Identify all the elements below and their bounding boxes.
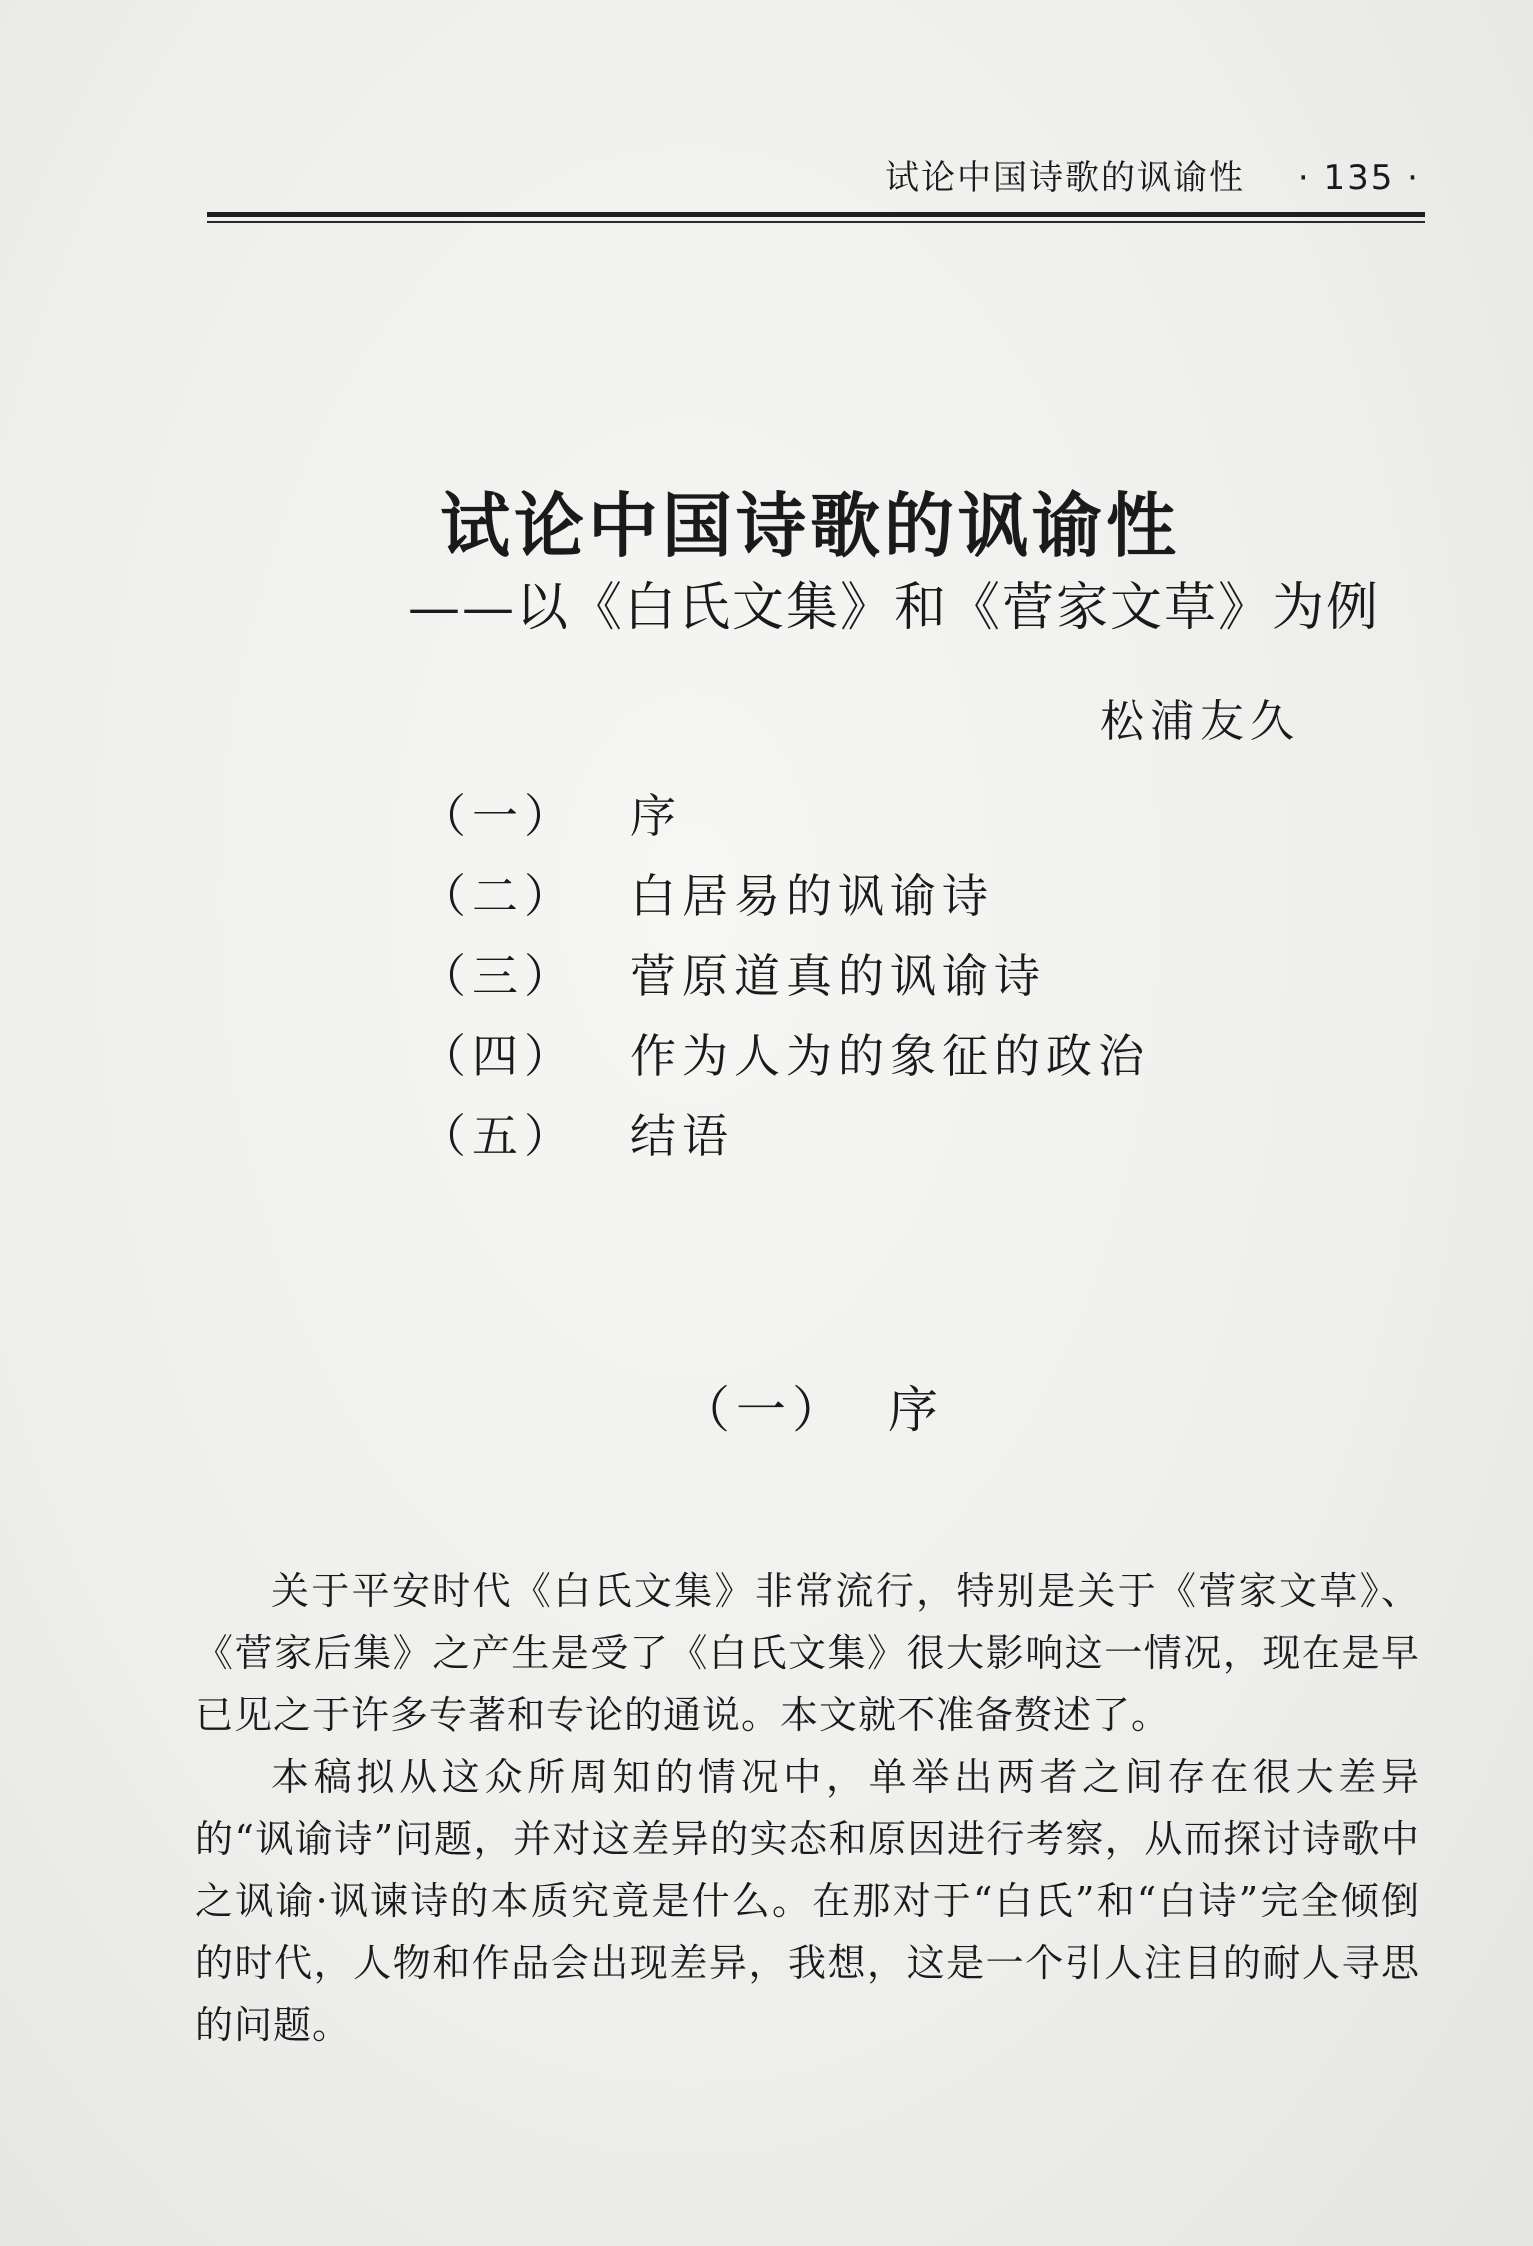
header-rule-thick [207, 212, 1425, 217]
section-title: 序 [888, 1381, 944, 1439]
toc-item-label: 作为人为的象征的政治 [630, 1029, 1150, 1083]
toc-item [420, 1020, 1320, 1100]
article-author: 松浦友久 [1100, 696, 1300, 747]
article-title: 试论中国诗歌的讽谕性 [440, 484, 1180, 567]
header-rule-thin [207, 221, 1425, 223]
toc-item [420, 780, 1320, 860]
toc-item-number: （二） [420, 869, 576, 923]
toc-item-number: （四） [420, 1029, 576, 1083]
toc-item-number: （一） [420, 789, 576, 843]
page-number: · 135 · [1297, 158, 1420, 198]
section-number: （一） [680, 1381, 848, 1439]
toc-item-label: 结语 [630, 1109, 734, 1163]
toc-item-label: 菅原道真的讽谕诗 [630, 949, 1046, 1003]
body-text [195, 1560, 1420, 2056]
toc-item-label: 白居易的讽谕诗 [630, 869, 994, 923]
table-of-contents [420, 780, 1320, 1180]
toc-item-number: （三） [420, 949, 576, 1003]
paragraph: 本稿拟从这众所周知的情况中，单举出两者之间存在很大差异的“讽谕诗”问题，并对这差异的实态和原因进行考察，从而探讨诗歌中之讽谕·讽谏诗的本质究竟是什么。在那对于“白氏”和“白诗”完全倾倒的时代，人物和作品会出现差异，我想，这是一个引人注目的耐人寻思的问题。 [195, 1755, 1420, 2047]
paragraph: 关于平安时代《白氏文集》非常流行，特别是关于《菅家文草》、《菅家后集》之产生是受了《白氏文集》很大影响这一情况，现在是早已见之于许多专著和专论的通说。本文就不准备赘述了。 [195, 1569, 1420, 1737]
article-subtitle: ——以《白氏文集》和《菅家文草》为例 [407, 578, 1380, 638]
toc-item [420, 860, 1320, 940]
running-head [200, 150, 1420, 210]
running-head-title: 试论中国诗歌的讽谕性 [885, 158, 1246, 198]
toc-item-label: 序 [630, 789, 682, 843]
toc-item [420, 940, 1320, 1020]
section-heading [680, 1370, 1080, 1442]
toc-item-number: （五） [420, 1109, 576, 1163]
toc-item [420, 1100, 1320, 1180]
